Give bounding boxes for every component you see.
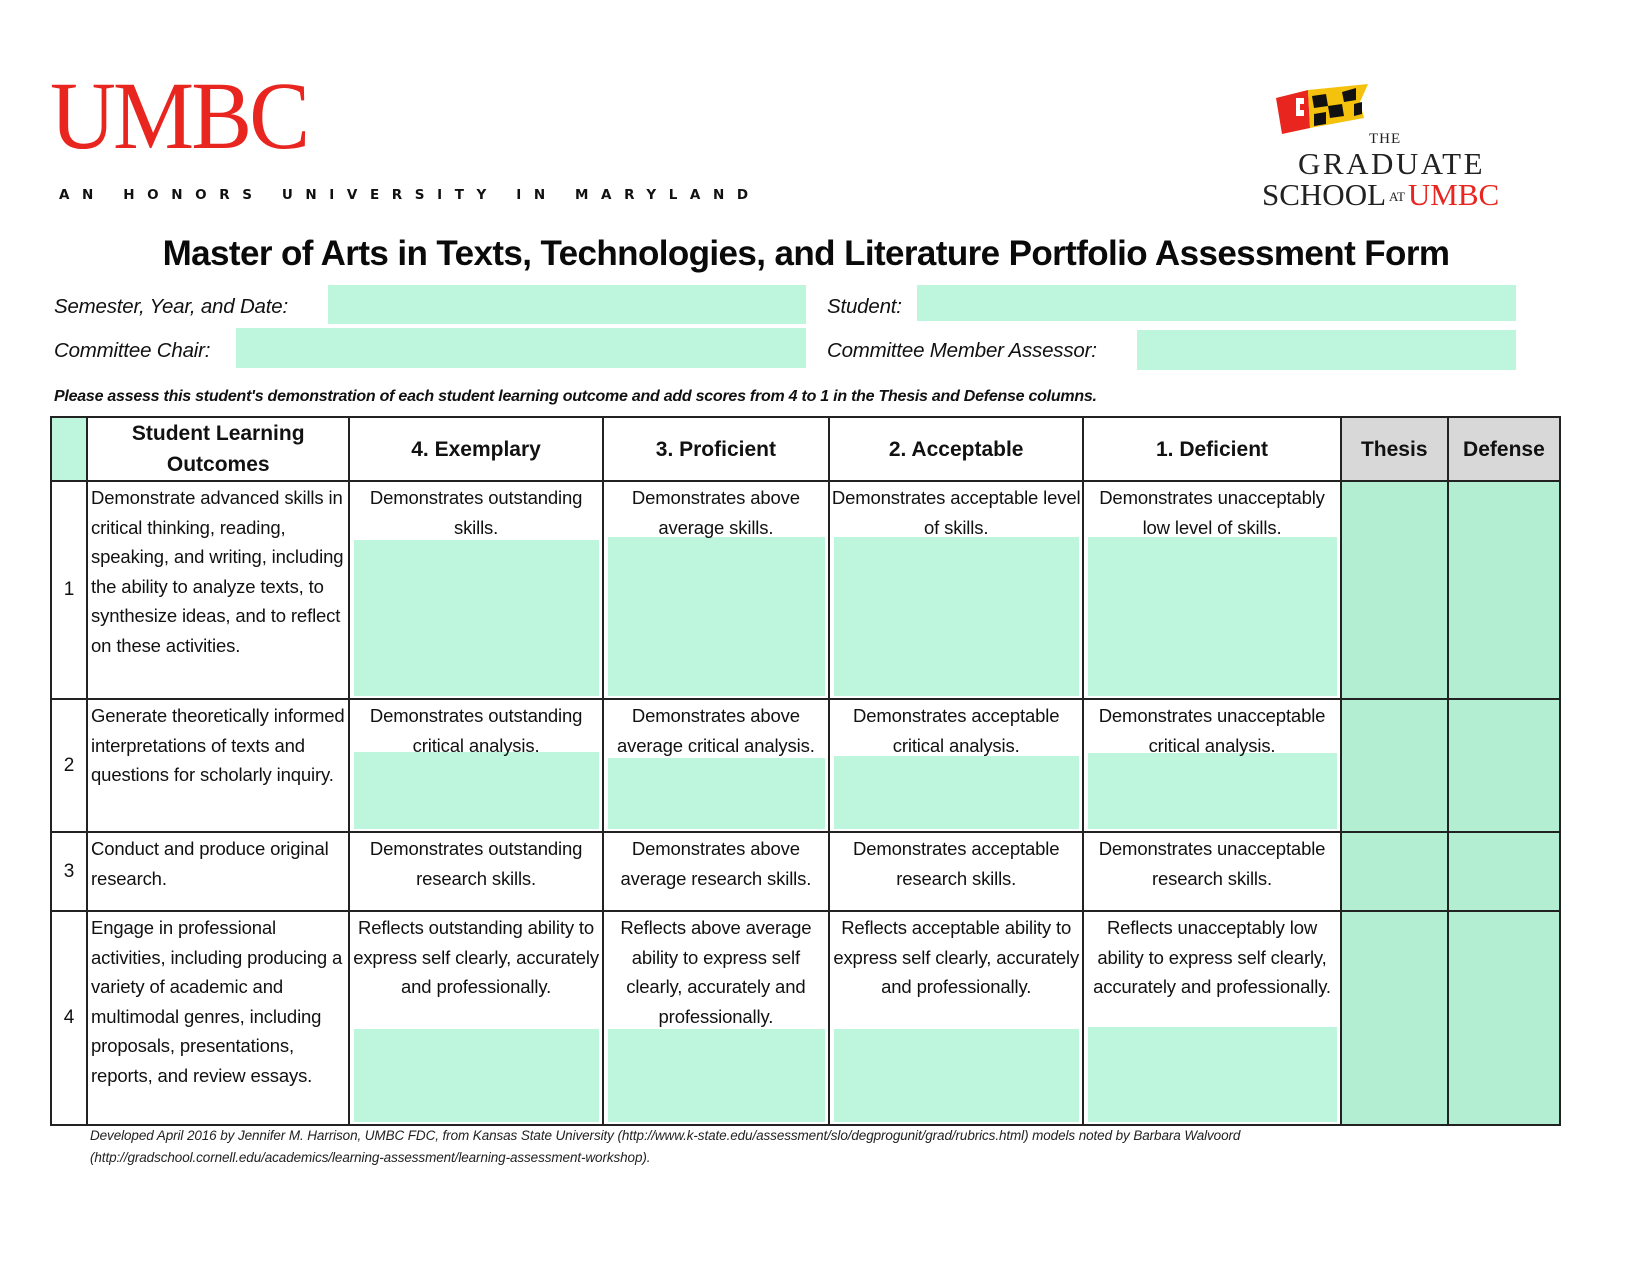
thesis-score-cell[interactable] <box>1341 911 1448 1125</box>
row-number: 1 <box>51 481 87 699</box>
rubric-table <box>50 416 1561 1126</box>
outcome-text: Engage in professional activities, including producing a variety of academic and multimodal genres, including proposals, presentations, reports, and review essays. <box>87 911 349 1125</box>
deficient-desc: Reflects unacceptably low ability to express self clearly, accurately and professionally. <box>1093 917 1331 998</box>
proficient-cell[interactable] <box>603 481 829 699</box>
acceptable-desc: Reflects acceptable ability to express self clearly, accurately and professionally. <box>833 917 1080 998</box>
exemplary-desc: Reflects outstanding ability to express self clearly, accurately and professionally. <box>353 917 599 998</box>
exemplary-cell[interactable] <box>349 699 602 832</box>
exemplary-input-area[interactable] <box>354 752 598 829</box>
table-row <box>51 911 1560 1125</box>
acceptable-input-area[interactable] <box>834 1029 1079 1122</box>
defense-score-input[interactable] <box>1451 703 1557 829</box>
outcome-text: Conduct and produce original research. <box>87 832 349 911</box>
exemplary-cell[interactable] <box>349 481 602 699</box>
exemplary-cell[interactable] <box>349 832 602 911</box>
semester-label: Semester, Year, and Date: <box>54 295 288 318</box>
committee-member-input[interactable] <box>1137 330 1516 370</box>
row-number: 4 <box>51 911 87 1125</box>
deficient-desc: Demonstrates unacceptable research skills. <box>1098 838 1326 889</box>
row-number-header <box>51 417 87 481</box>
semester-input[interactable] <box>328 285 806 324</box>
proficient-cell[interactable] <box>603 832 829 911</box>
thesis-score-cell[interactable] <box>1341 699 1448 832</box>
logo-graduate: GRADUATE <box>1298 146 1486 181</box>
deficient-input-area[interactable] <box>1088 537 1336 696</box>
committee-member-label: Committee Member Assessor: <box>827 339 1097 362</box>
acceptable-cell[interactable] <box>829 832 1083 911</box>
outcome-text: Demonstrate advanced skills in critical thinking, reading, speaking, and writing, including the ability to analyze texts, to synthesize ideas, and to reflect on these activities. <box>87 481 349 699</box>
exemplary-desc: Demonstrates outstanding research skills. <box>369 838 583 889</box>
acceptable-input-area[interactable] <box>834 756 1079 829</box>
footnote-line-1: Developed April 2016 by Jennifer M. Harrison, UMBC FDC, from Kansas State University (http://www.k-state.edu/assessment/slo/degprogunit/grad/rubrics.html) models noted by Barbara Walvoord <box>90 1128 1241 1143</box>
student-label: Student: <box>827 295 902 318</box>
deficient-input-area[interactable] <box>1088 753 1336 829</box>
logo-school-at-umbc <box>1262 177 1499 213</box>
thesis-score-input[interactable] <box>1344 485 1445 696</box>
proficient-input-area[interactable] <box>608 537 825 696</box>
logo-at: AT <box>1389 189 1405 204</box>
row-number: 3 <box>51 832 87 911</box>
umbc-tagline: AN HONORS UNIVERSITY IN MARYLAND <box>59 187 761 203</box>
proficient-desc: Demonstrates above average critical analysis. <box>617 705 815 756</box>
acceptable-cell[interactable] <box>829 481 1083 699</box>
page-title: Master of Arts in Texts, Technologies, and Literature Portfolio Assessment Form <box>162 234 1450 273</box>
proficient-desc: Demonstrates above average skills. <box>631 487 800 538</box>
proficient-header: 3. Proficient <box>603 417 829 481</box>
proficient-cell[interactable] <box>603 911 829 1125</box>
outcome-text: Generate theoretically informed interpretations of texts and questions for scholarly inquiry. <box>87 699 349 832</box>
acceptable-header: 2. Acceptable <box>829 417 1083 481</box>
deficient-input-area[interactable] <box>1088 1027 1336 1122</box>
thesis-score-input[interactable] <box>1344 703 1445 829</box>
defense-score-cell[interactable] <box>1448 481 1560 699</box>
thesis-score-input[interactable] <box>1344 915 1445 1122</box>
thesis-header: Thesis <box>1341 417 1448 481</box>
defense-score-input[interactable] <box>1451 915 1557 1122</box>
acceptable-input-area[interactable] <box>834 537 1079 696</box>
defense-score-cell[interactable] <box>1448 911 1560 1125</box>
committee-chair-input[interactable] <box>236 328 806 368</box>
thesis-score-cell[interactable] <box>1341 832 1448 911</box>
deficient-cell[interactable] <box>1083 699 1340 832</box>
acceptable-cell[interactable] <box>829 911 1083 1125</box>
proficient-desc: Reflects above average ability to express self clearly, accurately and professionally. <box>620 917 812 1027</box>
header-row <box>51 417 1560 481</box>
umbc-wordmark: UMBC <box>50 62 308 169</box>
logo-the: THE <box>1369 131 1402 147</box>
thesis-score-input[interactable] <box>1344 836 1445 908</box>
defense-header: Defense <box>1448 417 1560 481</box>
defense-score-cell[interactable] <box>1448 832 1560 911</box>
deficient-cell[interactable] <box>1083 832 1340 911</box>
defense-score-input[interactable] <box>1451 485 1557 696</box>
acceptable-cell[interactable] <box>829 699 1083 832</box>
deficient-desc: Demonstrates unacceptably low level of skills. <box>1099 487 1325 538</box>
proficient-desc: Demonstrates above average research skills. <box>620 838 812 889</box>
exemplary-input-area[interactable] <box>354 1029 598 1122</box>
logo-school: SCHOOL <box>1262 177 1387 212</box>
exemplary-cell[interactable] <box>349 911 602 1125</box>
student-input[interactable] <box>917 285 1516 321</box>
exemplary-header: 4. Exemplary <box>349 417 602 481</box>
deficient-header: 1. Deficient <box>1083 417 1340 481</box>
acceptable-desc: Demonstrates acceptable critical analysis. <box>853 705 1060 756</box>
instructions: Please assess this student's demonstration of each student learning outcome and add scores from 4 to 1 in the Thesis and Defense columns. <box>54 388 1097 405</box>
maryland-flag-icon <box>1268 84 1378 136</box>
thesis-score-cell[interactable] <box>1341 481 1448 699</box>
exemplary-desc: Demonstrates outstanding skills. <box>369 487 583 538</box>
footnote-line-2: (http://gradschool.cornell.edu/academics/learning-assessment/learning-assessment-workshop). <box>90 1149 651 1165</box>
deficient-cell[interactable] <box>1083 481 1340 699</box>
acceptable-desc: Demonstrates acceptable research skills. <box>853 838 1060 889</box>
proficient-cell[interactable] <box>603 699 829 832</box>
table-row <box>51 832 1560 911</box>
acceptable-desc: Demonstrates acceptable level of skills. <box>831 487 1081 538</box>
proficient-input-area[interactable] <box>608 758 825 829</box>
exemplary-input-area[interactable] <box>354 540 598 696</box>
outcomes-header: Student Learning Outcomes <box>87 417 349 481</box>
defense-score-input[interactable] <box>1451 836 1557 908</box>
proficient-input-area[interactable] <box>608 1029 825 1122</box>
logo-umbc: UMBC <box>1407 177 1500 212</box>
committee-chair-label: Committee Chair: <box>54 339 211 362</box>
deficient-desc: Demonstrates unacceptable critical analysis. <box>1098 705 1326 756</box>
table-row <box>51 699 1560 832</box>
exemplary-desc: Demonstrates outstanding critical analysis. <box>369 705 583 756</box>
footnote <box>90 1125 1240 1168</box>
defense-score-cell[interactable] <box>1448 699 1560 832</box>
table-row <box>51 481 1560 699</box>
deficient-cell[interactable] <box>1083 911 1340 1125</box>
row-number: 2 <box>51 699 87 832</box>
graduate-school-logo <box>1255 82 1515 222</box>
umbc-logo <box>50 62 330 169</box>
